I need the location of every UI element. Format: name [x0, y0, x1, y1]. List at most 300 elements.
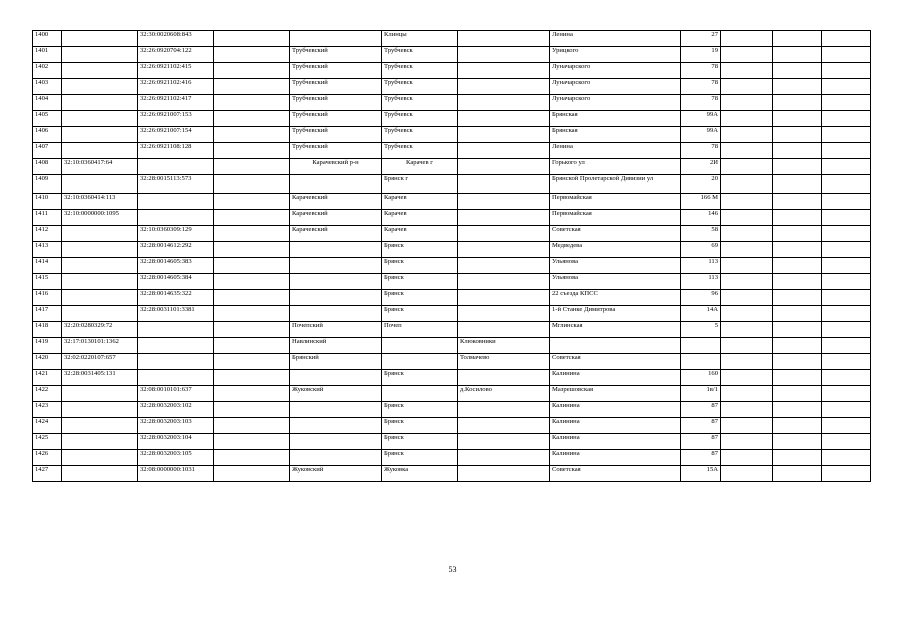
cell-col-12 [822, 210, 871, 226]
cell-house-number [681, 338, 721, 354]
cell-house-number: 14А [681, 306, 721, 322]
table-row [33, 95, 871, 111]
cell-settlement [458, 226, 550, 242]
cell-row-number: 1400 [33, 31, 62, 47]
table-row [33, 226, 871, 242]
cell-city [382, 354, 458, 370]
cell-col-10 [721, 63, 773, 79]
cell-district: Карачевский [290, 210, 382, 226]
cell-settlement [458, 274, 550, 290]
cell-extra-number [214, 127, 290, 143]
cell-cadastral-number-land [62, 79, 138, 95]
cell-col-10 [721, 194, 773, 210]
cell-settlement [458, 79, 550, 95]
cell-cadastral-number-building: 32:28:0032003:104 [138, 434, 214, 450]
cell-row-number: 1401 [33, 47, 62, 63]
cell-row-number: 1417 [33, 306, 62, 322]
cell-house-number: 166 М [681, 194, 721, 210]
cell-house-number: 78 [681, 95, 721, 111]
cell-city: Брянск [382, 402, 458, 418]
cell-street: Брянская [550, 127, 681, 143]
table-row [33, 210, 871, 226]
cell-city: Брянск [382, 274, 458, 290]
cell-settlement [458, 306, 550, 322]
cell-extra-number [214, 322, 290, 338]
cell-extra-number [214, 242, 290, 258]
cell-cadastral-number-building: 32:26:0921007:153 [138, 111, 214, 127]
cell-district: Карачевский [290, 194, 382, 210]
cell-extra-number [214, 111, 290, 127]
cell-cadastral-number-building: 32:28:0032003:103 [138, 418, 214, 434]
cell-city: Брянск [382, 258, 458, 274]
cell-cadastral-number-building: 32:26:0921102:417 [138, 95, 214, 111]
cell-col-10 [721, 95, 773, 111]
cell-city: Карачев г [382, 159, 458, 175]
cell-city: Трубчевск [382, 47, 458, 63]
cell-cadastral-number-land [62, 258, 138, 274]
cell-extra-number [214, 95, 290, 111]
cell-street: Луначарского [550, 79, 681, 95]
cell-col-12 [822, 79, 871, 95]
table-row [33, 63, 871, 79]
table-row [33, 31, 871, 47]
cell-extra-number [214, 226, 290, 242]
cell-row-number: 1426 [33, 450, 62, 466]
cell-settlement [458, 258, 550, 274]
cell-city: Брянск г [382, 175, 458, 194]
cell-extra-number [214, 194, 290, 210]
cell-row-number: 1421 [33, 370, 62, 386]
cell-settlement [458, 63, 550, 79]
cell-street: Медведева [550, 242, 681, 258]
cell-col-11 [773, 402, 822, 418]
cell-cadastral-number-building: 32:26:0921102:415 [138, 63, 214, 79]
cell-col-11 [773, 370, 822, 386]
cell-col-12 [822, 159, 871, 175]
cell-house-number: 146 [681, 210, 721, 226]
cell-house-number: 69 [681, 242, 721, 258]
cell-district: Карачевский р-н [290, 159, 382, 175]
table-row [33, 434, 871, 450]
cell-settlement [458, 95, 550, 111]
cell-cadastral-number-land: 32:17:0130101:1362 [62, 338, 138, 354]
cell-cadastral-number-land [62, 47, 138, 63]
cell-col-10 [721, 79, 773, 95]
table-row [33, 242, 871, 258]
table-row [33, 418, 871, 434]
cell-street: Брянская [550, 111, 681, 127]
cell-cadastral-number-land [62, 95, 138, 111]
cell-col-10 [721, 418, 773, 434]
table-row [33, 370, 871, 386]
cell-extra-number [214, 386, 290, 402]
cell-extra-number [214, 290, 290, 306]
page-number: 53 [448, 565, 457, 574]
table-row [33, 322, 871, 338]
cell-col-11 [773, 79, 822, 95]
table-row [33, 175, 871, 194]
cell-col-11 [773, 47, 822, 63]
cell-house-number: 113 [681, 258, 721, 274]
cell-col-11 [773, 466, 822, 482]
cell-cadastral-number-building: 32:28:0032003:102 [138, 402, 214, 418]
cell-street: 1-й Станке Димитрова [550, 306, 681, 322]
cell-cadastral-number-land [62, 63, 138, 79]
cell-col-11 [773, 338, 822, 354]
cell-district [290, 274, 382, 290]
cell-cadastral-number-land [62, 450, 138, 466]
cell-street: Калинина [550, 418, 681, 434]
cell-extra-number [214, 47, 290, 63]
cell-cadastral-number-building: 32:26:0921102:416 [138, 79, 214, 95]
cell-row-number: 1414 [33, 258, 62, 274]
cell-settlement [458, 111, 550, 127]
table-row [33, 143, 871, 159]
cell-col-10 [721, 434, 773, 450]
cell-col-11 [773, 159, 822, 175]
cell-row-number: 1408 [33, 159, 62, 175]
cell-row-number: 1415 [33, 274, 62, 290]
cell-district [290, 242, 382, 258]
cell-district: Трубчевский [290, 143, 382, 159]
cell-extra-number [214, 434, 290, 450]
cell-city: Брянск [382, 450, 458, 466]
cell-row-number: 1424 [33, 418, 62, 434]
cell-cadastral-number-building: 32:28:0032003:105 [138, 450, 214, 466]
cell-cadastral-number-land [62, 242, 138, 258]
cell-cadastral-number-land [62, 466, 138, 482]
cell-cadastral-number-building: 32:28:0014612:292 [138, 242, 214, 258]
cell-city: Трубчевск [382, 95, 458, 111]
cell-settlement [458, 370, 550, 386]
cell-cadastral-number-building: 32:28:0015113:573 [138, 175, 214, 194]
cell-settlement [458, 31, 550, 47]
cell-extra-number [214, 418, 290, 434]
table-row [33, 290, 871, 306]
cell-col-12 [822, 402, 871, 418]
cell-settlement: Клюковники [458, 338, 550, 354]
cell-col-10 [721, 290, 773, 306]
cell-district: Жуковский [290, 466, 382, 482]
table-row [33, 258, 871, 274]
cell-district: Трубчевский [290, 47, 382, 63]
cell-district [290, 306, 382, 322]
cell-street: Брянской Пролетарской Дивизии ул [550, 175, 681, 194]
cell-cadastral-number-land [62, 274, 138, 290]
cell-street: Ленина [550, 143, 681, 159]
cell-cadastral-number-building: 32:30:0020608:843 [138, 31, 214, 47]
cell-city: Карачев [382, 226, 458, 242]
cell-col-12 [822, 31, 871, 47]
cell-col-11 [773, 386, 822, 402]
cell-col-11 [773, 258, 822, 274]
cell-city: Брянск [382, 434, 458, 450]
cell-city: Трубчевск [382, 79, 458, 95]
cell-settlement [458, 322, 550, 338]
cell-street: Советская [550, 354, 681, 370]
cell-cadastral-number-land: 32:10:0360414:113 [62, 194, 138, 210]
cell-extra-number [214, 143, 290, 159]
table-row [33, 111, 871, 127]
cell-col-12 [822, 322, 871, 338]
cell-cadastral-number-land [62, 226, 138, 242]
cell-district: Трубчевский [290, 95, 382, 111]
cell-cadastral-number-land: 32:10:0000000:1095 [62, 210, 138, 226]
cell-settlement [458, 159, 550, 175]
cell-extra-number [214, 258, 290, 274]
table-row [33, 194, 871, 210]
cell-cadastral-number-building [138, 354, 214, 370]
cell-district: Брянский [290, 354, 382, 370]
cell-cadastral-number-land [62, 434, 138, 450]
cell-street: Калинина [550, 450, 681, 466]
cell-col-10 [721, 386, 773, 402]
cell-cadastral-number-land [62, 402, 138, 418]
cell-cadastral-number-building: 32:26:0921007:154 [138, 127, 214, 143]
cell-col-11 [773, 434, 822, 450]
cell-col-11 [773, 418, 822, 434]
cell-col-10 [721, 258, 773, 274]
cell-settlement [458, 175, 550, 194]
cell-col-11 [773, 354, 822, 370]
cell-settlement: д.Косилово [458, 386, 550, 402]
cell-city: Брянск [382, 242, 458, 258]
cell-row-number: 1423 [33, 402, 62, 418]
cell-row-number: 1407 [33, 143, 62, 159]
cell-col-12 [822, 143, 871, 159]
cell-row-number: 1404 [33, 95, 62, 111]
cell-col-12 [822, 370, 871, 386]
cell-district [290, 418, 382, 434]
cell-district [290, 31, 382, 47]
cell-col-10 [721, 466, 773, 482]
cell-house-number: 5 [681, 322, 721, 338]
cell-street: Ленина [550, 31, 681, 47]
cell-col-10 [721, 143, 773, 159]
cell-cadastral-number-building [138, 210, 214, 226]
cell-col-11 [773, 306, 822, 322]
cell-street [550, 338, 681, 354]
cell-col-10 [721, 274, 773, 290]
cell-col-12 [822, 194, 871, 210]
cell-street: 22 съезда КПСС [550, 290, 681, 306]
cell-street: Урицкого [550, 47, 681, 63]
cell-street: Горького ул [550, 159, 681, 175]
cell-cadastral-number-building [138, 322, 214, 338]
cell-col-10 [721, 242, 773, 258]
cell-col-10 [721, 306, 773, 322]
cell-cadastral-number-land [62, 290, 138, 306]
cell-cadastral-number-land [62, 127, 138, 143]
cell-city: Брянск [382, 290, 458, 306]
cell-col-12 [822, 242, 871, 258]
table-row [33, 306, 871, 322]
cell-district [290, 434, 382, 450]
cell-house-number: 99А [681, 127, 721, 143]
cell-city: Брянск [382, 370, 458, 386]
cell-col-10 [721, 127, 773, 143]
cell-col-10 [721, 402, 773, 418]
cell-col-10 [721, 354, 773, 370]
cell-street: Первомайская [550, 194, 681, 210]
cell-col-10 [721, 111, 773, 127]
cell-cadastral-number-building [138, 370, 214, 386]
cell-cadastral-number-land [62, 143, 138, 159]
cell-row-number: 1413 [33, 242, 62, 258]
cell-district [290, 258, 382, 274]
cell-row-number: 1422 [33, 386, 62, 402]
table-row [33, 450, 871, 466]
cell-extra-number [214, 159, 290, 175]
cell-district [290, 290, 382, 306]
cell-house-number: 87 [681, 418, 721, 434]
cell-col-10 [721, 450, 773, 466]
cell-col-10 [721, 175, 773, 194]
cell-col-12 [822, 434, 871, 450]
cell-col-11 [773, 111, 822, 127]
cell-cadastral-number-building: 32:26:0920704:122 [138, 47, 214, 63]
cell-settlement [458, 402, 550, 418]
cell-street: Первомайская [550, 210, 681, 226]
table-row [33, 354, 871, 370]
cell-extra-number [214, 450, 290, 466]
cell-settlement: Толмачево [458, 354, 550, 370]
cell-street: Ульянова [550, 258, 681, 274]
register-table-body [33, 31, 871, 482]
cell-cadastral-number-land [62, 175, 138, 194]
cell-col-11 [773, 242, 822, 258]
cell-house-number: 87 [681, 450, 721, 466]
cell-cadastral-number-building: 32:28:0014605:383 [138, 258, 214, 274]
cell-street: Ульянова [550, 274, 681, 290]
cell-col-10 [721, 322, 773, 338]
cell-cadastral-number-building [138, 194, 214, 210]
cell-col-10 [721, 210, 773, 226]
table-row [33, 466, 871, 482]
cell-settlement [458, 127, 550, 143]
table-row [33, 127, 871, 143]
cell-settlement [458, 210, 550, 226]
cell-settlement [458, 194, 550, 210]
cell-col-10 [721, 226, 773, 242]
cell-district: Трубчевский [290, 63, 382, 79]
cell-house-number: 27 [681, 31, 721, 47]
cell-cadastral-number-building: 32:10:0360309:129 [138, 226, 214, 242]
cell-house-number: 87 [681, 402, 721, 418]
cell-col-10 [721, 47, 773, 63]
cell-city: Брянск [382, 418, 458, 434]
cell-city [382, 338, 458, 354]
cell-street: Советская [550, 466, 681, 482]
cell-house-number: 78 [681, 143, 721, 159]
cell-cadastral-number-building: 32:28:0014635:322 [138, 290, 214, 306]
cell-col-11 [773, 450, 822, 466]
cell-col-12 [822, 47, 871, 63]
table-row [33, 47, 871, 63]
cell-col-12 [822, 274, 871, 290]
cell-house-number: 2И [681, 159, 721, 175]
cell-row-number: 1405 [33, 111, 62, 127]
cell-row-number: 1416 [33, 290, 62, 306]
cell-col-11 [773, 210, 822, 226]
cell-district [290, 402, 382, 418]
cell-city: Клинцы [382, 31, 458, 47]
cell-col-11 [773, 226, 822, 242]
cell-district: Трубчевский [290, 111, 382, 127]
cell-street: Мазрешовская [550, 386, 681, 402]
table-row [33, 402, 871, 418]
cell-street: Калинина [550, 370, 681, 386]
cell-city: Трубчевск [382, 111, 458, 127]
cell-cadastral-number-land: 32:02:0220107:657 [62, 354, 138, 370]
cell-cadastral-number-building [138, 338, 214, 354]
cell-extra-number [214, 79, 290, 95]
cell-cadastral-number-building: 32:26:0921108:128 [138, 143, 214, 159]
cell-row-number: 1425 [33, 434, 62, 450]
cell-col-12 [822, 226, 871, 242]
cell-extra-number [214, 338, 290, 354]
cell-col-11 [773, 175, 822, 194]
cell-cadastral-number-land [62, 31, 138, 47]
cell-col-11 [773, 194, 822, 210]
cell-house-number: 15А [681, 466, 721, 482]
cell-cadastral-number-land: 32:28:0031405:131 [62, 370, 138, 386]
cell-col-11 [773, 290, 822, 306]
cell-city [382, 386, 458, 402]
cell-extra-number [214, 354, 290, 370]
cell-extra-number [214, 402, 290, 418]
cell-row-number: 1402 [33, 63, 62, 79]
cell-col-12 [822, 338, 871, 354]
cell-extra-number [214, 175, 290, 194]
cell-row-number: 1406 [33, 127, 62, 143]
cell-row-number: 1419 [33, 338, 62, 354]
cell-cadastral-number-land: 32:20:0280329:72 [62, 322, 138, 338]
cell-city: Брянск [382, 306, 458, 322]
cell-extra-number [214, 210, 290, 226]
cell-row-number: 1418 [33, 322, 62, 338]
cell-col-12 [822, 450, 871, 466]
cell-col-12 [822, 306, 871, 322]
cell-col-12 [822, 418, 871, 434]
cell-extra-number [214, 466, 290, 482]
cell-cadastral-number-land [62, 418, 138, 434]
cell-house-number: 113 [681, 274, 721, 290]
cell-col-11 [773, 143, 822, 159]
cell-house-number: 99А [681, 111, 721, 127]
cell-row-number: 1403 [33, 79, 62, 95]
cell-col-12 [822, 63, 871, 79]
cell-street: Мглинская [550, 322, 681, 338]
cell-col-12 [822, 258, 871, 274]
cell-extra-number [214, 370, 290, 386]
cell-street: Советская [550, 226, 681, 242]
cell-settlement [458, 434, 550, 450]
table-row [33, 79, 871, 95]
cell-col-10 [721, 159, 773, 175]
cell-col-12 [822, 466, 871, 482]
cell-house-number: 96 [681, 290, 721, 306]
cell-col-11 [773, 322, 822, 338]
cell-col-12 [822, 175, 871, 194]
cell-settlement [458, 47, 550, 63]
cell-extra-number [214, 274, 290, 290]
cell-house-number: 78 [681, 79, 721, 95]
cell-cadastral-number-land [62, 111, 138, 127]
cell-col-12 [822, 127, 871, 143]
register-table [32, 30, 871, 482]
cell-house-number: 58 [681, 226, 721, 242]
